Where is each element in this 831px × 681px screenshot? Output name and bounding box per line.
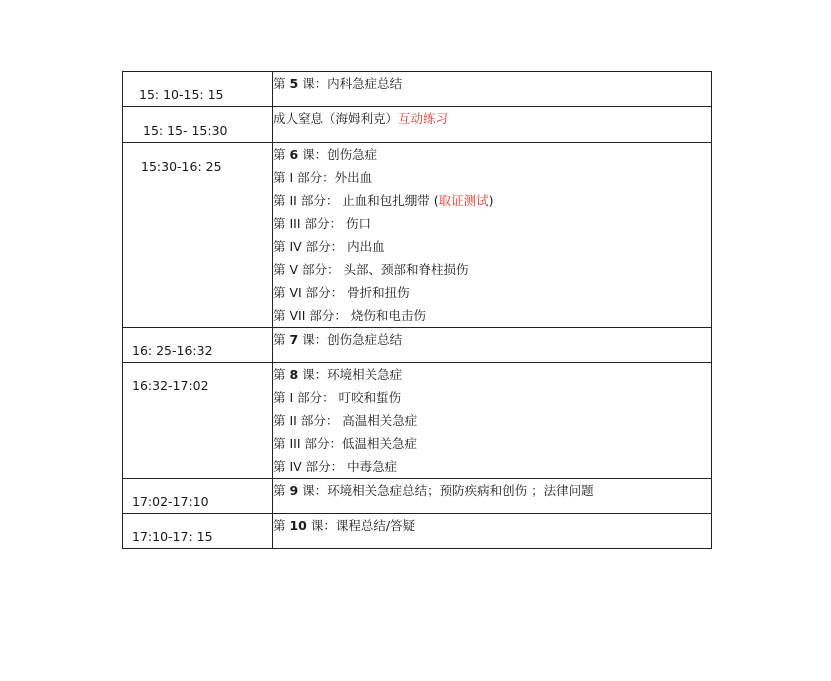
schedule-table bbox=[122, 71, 712, 549]
content-cell bbox=[273, 328, 712, 363]
text-segment: 第 VI 部分： 骨折和扭伤 bbox=[273, 285, 410, 300]
time-label: 15: 10-15: 15 bbox=[139, 87, 224, 102]
lesson-part bbox=[273, 281, 711, 304]
lesson-number: 10 bbox=[289, 518, 307, 533]
lesson-title bbox=[273, 514, 711, 537]
time-cell bbox=[123, 514, 273, 549]
lesson-number: 9 bbox=[289, 483, 299, 498]
lesson-title bbox=[273, 479, 711, 502]
text-segment: 第 bbox=[273, 367, 290, 382]
time-label: 17:02-17:10 bbox=[132, 494, 209, 509]
lesson-part bbox=[273, 212, 711, 235]
text-segment: 课：内科急症总结 bbox=[298, 76, 403, 91]
text-segment: 第 I 部分：外出血 bbox=[273, 170, 373, 185]
content-cell bbox=[273, 72, 712, 107]
text-segment: 成人窒息（海姆利克） bbox=[273, 111, 399, 126]
text-segment: 第 II 部分： 止血和包扎绷带 ( bbox=[273, 193, 439, 208]
time-label: 16: 25-16:32 bbox=[132, 343, 213, 358]
text-segment: 课：创伤急症总结 bbox=[298, 332, 403, 347]
time-cell bbox=[123, 143, 273, 328]
time-cell bbox=[123, 328, 273, 363]
text-segment: 第 bbox=[273, 147, 290, 162]
text-segment: 课：环境相关急症 bbox=[298, 367, 403, 382]
text-segment: 第 III 部分： 伤口 bbox=[273, 216, 371, 231]
schedule-row bbox=[123, 363, 712, 479]
content-cell bbox=[273, 107, 712, 143]
schedule-row bbox=[123, 72, 712, 107]
lesson-title bbox=[273, 328, 711, 351]
lesson-part bbox=[273, 189, 711, 212]
schedule-row bbox=[123, 107, 712, 143]
schedule-body bbox=[123, 72, 712, 549]
highlight-text: 取证测试 bbox=[438, 193, 489, 208]
text-segment: 第 bbox=[273, 332, 290, 347]
content-cell bbox=[273, 514, 712, 549]
text-segment: 第 VII 部分： 烧伤和电击伤 bbox=[273, 308, 426, 323]
text-segment: 第 bbox=[273, 483, 290, 498]
text-segment: 课：创伤急症 bbox=[298, 147, 378, 162]
lesson-title bbox=[273, 363, 711, 386]
lesson-part bbox=[273, 432, 711, 455]
time-cell bbox=[123, 479, 273, 514]
highlight-text: 互动练习 bbox=[398, 111, 449, 126]
lesson-part bbox=[273, 455, 711, 478]
schedule-row bbox=[123, 328, 712, 363]
text-segment: 第 V 部分： 头部、颈部和脊柱损伤 bbox=[273, 262, 469, 277]
text-segment: 第 bbox=[273, 518, 290, 533]
time-cell bbox=[123, 72, 273, 107]
time-label: 17:10-17: 15 bbox=[132, 529, 213, 544]
time-cell bbox=[123, 363, 273, 479]
lesson-title bbox=[273, 72, 711, 95]
content-cell bbox=[273, 143, 712, 328]
time-label: 16:32-17:02 bbox=[132, 378, 209, 393]
lesson-part bbox=[273, 166, 711, 189]
text-segment: 第 IV 部分： 中毒急症 bbox=[273, 459, 398, 474]
text-segment: 第 bbox=[273, 76, 290, 91]
schedule-row bbox=[123, 514, 712, 549]
schedule-row bbox=[123, 143, 712, 328]
lesson-part bbox=[273, 409, 711, 432]
text-segment: 第 I 部分： 叮咬和蜇伤 bbox=[273, 390, 402, 405]
content-cell bbox=[273, 479, 712, 514]
lesson-part bbox=[273, 304, 711, 327]
lesson-part bbox=[273, 235, 711, 258]
lesson-title bbox=[273, 143, 711, 166]
text-segment: 第 II 部分： 高温相关急症 bbox=[273, 413, 418, 428]
time-label: 15: 15- 15:30 bbox=[143, 123, 228, 138]
lesson-number: 6 bbox=[289, 147, 299, 162]
time-cell bbox=[123, 107, 273, 143]
lesson-title bbox=[273, 107, 711, 130]
lesson-number: 8 bbox=[289, 367, 299, 382]
lesson-number: 5 bbox=[289, 76, 299, 91]
content-cell bbox=[273, 363, 712, 479]
text-segment: 课：环境相关急症总结；预防疾病和创伤 ；法律问题 bbox=[298, 483, 594, 498]
lesson-part bbox=[273, 386, 711, 409]
schedule-row bbox=[123, 479, 712, 514]
text-segment: 第 III 部分：低温相关急症 bbox=[273, 436, 418, 451]
lesson-part bbox=[273, 258, 711, 281]
text-segment: 第 IV 部分： 内出血 bbox=[273, 239, 385, 254]
text-segment: ) bbox=[488, 193, 494, 208]
lesson-number: 7 bbox=[289, 332, 299, 347]
time-label: 15:30-16: 25 bbox=[141, 159, 222, 174]
text-segment: 课：课程总结/答疑 bbox=[306, 518, 416, 533]
